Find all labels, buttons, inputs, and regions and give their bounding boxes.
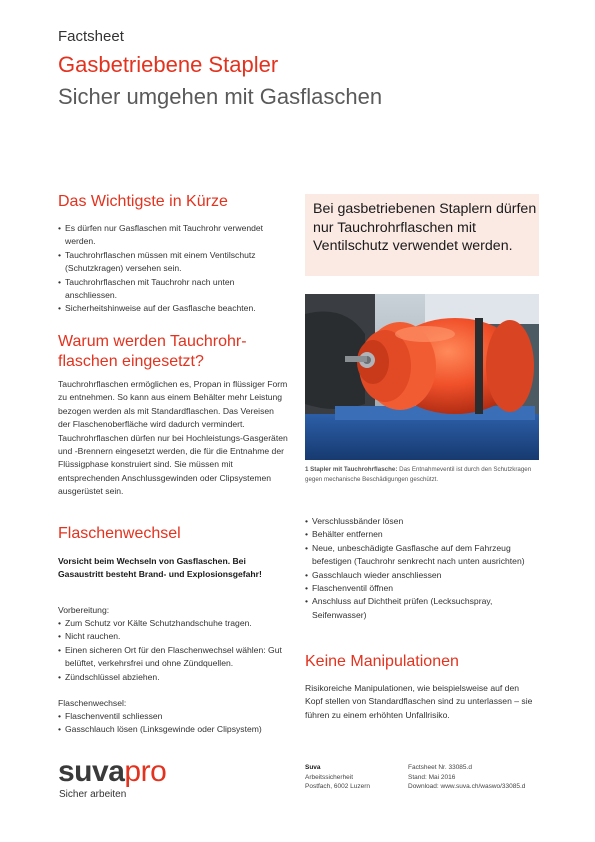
org-line: Arbeitssicherheit — [305, 773, 354, 781]
list-item: • Sicherheitshinweise auf der Gasflasche beachten. — [58, 302, 283, 315]
heading-manipulationen: Keine Manipulationen — [305, 653, 459, 670]
paragraph-manipulationen: Risikoreiche Manipulationen, wie beispielsweise auf den Kopf stellen von Standardflaschen sind zu unterlassen – sie führen zu einem erhöhten Unfallrisiko. — [305, 683, 533, 720]
forklift-gas-cylinder-photo — [305, 294, 539, 460]
list-item: • Es dürfen nur Gasflaschen mit Tauchrohr verwendet werden. — [58, 222, 283, 249]
caption-text: Das Entnahmeventil ist durch den Schutzkragen gegen mechanische Beschädigungen geschützt. — [305, 466, 532, 483]
callout-text: Bei gasbetriebenen Staplern dürfen nur Tauchrohrflaschen mit Ventilschutz verwendet werden. — [313, 201, 537, 254]
document-subtitle: Sicher umgehen mit Gasflaschen — [58, 84, 383, 109]
list-item: • Nicht rauchen. — [58, 630, 288, 643]
list-prep — [58, 617, 288, 684]
list-item: • Flaschenventil öffnen — [305, 582, 539, 595]
list-change — [58, 710, 288, 737]
prep-label: Vorbereitung: — [58, 605, 110, 615]
org-block — [305, 763, 370, 792]
org-name: Suva — [305, 764, 321, 771]
heading-warum: Warum werden Tauchrohr-flaschen eingesetzt? — [58, 333, 247, 370]
list-change-cont — [305, 515, 539, 622]
doc-date: Stand: Mai 2016 — [408, 773, 456, 781]
doc-download: Download: www.suva.ch/waswo/33085.d — [408, 783, 526, 791]
list-item: • Einen sicheren Ort für den Flaschenwechsel wählen: Gut belüftet, verkehrsfrei und ohne Zündquellen. — [58, 644, 288, 671]
paragraph-warum: Tauchrohrflaschen ermöglichen es, Propan in flüssiger Form zu entnehmen. So kann aus einem Behälter mehr Leistung bezogen werden als mit Standardflaschen. Das Vereisen der Flaschenoberfläche wird dadurch vermindert. Tauchrohrflaschen dürfen nur bei Hochleistungs-Gasgeräten und -Brennern eingesetzt werden, die für die Entnahme der Flüssigphase konstruiert sind. Sie müssen mit entsprechenden Anschlussgewinden oder Clipsystemen ausgerüstet sein. — [58, 379, 288, 497]
logo-suva: suva — [58, 755, 125, 788]
doc-info-block — [408, 763, 525, 792]
photo-caption — [305, 465, 539, 485]
list-item: • Verschlussbänder lösen — [305, 515, 539, 528]
suvapro-logo — [58, 757, 166, 787]
org-line: Postfach, 6002 Luzern — [305, 783, 371, 791]
list-item: • Anschluss auf Dichtheit prüfen (Lecksuchspray, Seifenwasser) — [305, 595, 539, 622]
logo-tagline: Sicher arbeiten — [59, 789, 127, 800]
change-label: Flaschenwechsel: — [58, 698, 127, 708]
list-item: • Neue, unbeschädigte Gasflasche auf dem Fahrzeug befestigen (Tauchrohr senkrecht nach unten ausrichten) — [305, 542, 539, 569]
document-label: Factsheet — [58, 28, 124, 45]
heading-kurz: Das Wichtigste in Kürze — [58, 193, 228, 210]
caption-bold: 1 Stapler mit Tauchrohrflasche: — [305, 466, 398, 473]
doc-number: Factsheet Nr. 33085.d — [408, 764, 472, 771]
warning-text: Vorsicht beim Wechseln von Gasflaschen. Bei Gasaustritt besteht Brand- und Explosionsgefahr! — [58, 556, 262, 580]
list-item: • Behälter entfernen — [305, 528, 539, 541]
list-item: • Zum Schutz vor Kälte Schutzhandschuhe tragen. — [58, 617, 288, 630]
logo-pro: pro — [124, 755, 167, 788]
document-title: Gasbetriebene Stapler — [58, 52, 279, 77]
heading-wechsel: Flaschenwechsel — [58, 525, 181, 542]
list-item: • Tauchrohrflaschen mit Tauchrohr nach unten anschliessen. — [58, 276, 283, 303]
list-kurz — [58, 222, 283, 316]
list-item: • Gasschlauch wieder anschliessen — [305, 569, 539, 582]
list-item: • Gasschlauch lösen (Linksgewinde oder Clipsystem) — [58, 723, 288, 736]
list-item: • Zündschlüssel abziehen. — [58, 671, 288, 684]
list-item: • Tauchrohrflaschen müssen mit einem Ventilschutz (Schutzkragen) versehen sein. — [58, 249, 283, 276]
list-item: • Flaschenventil schliessen — [58, 710, 288, 723]
